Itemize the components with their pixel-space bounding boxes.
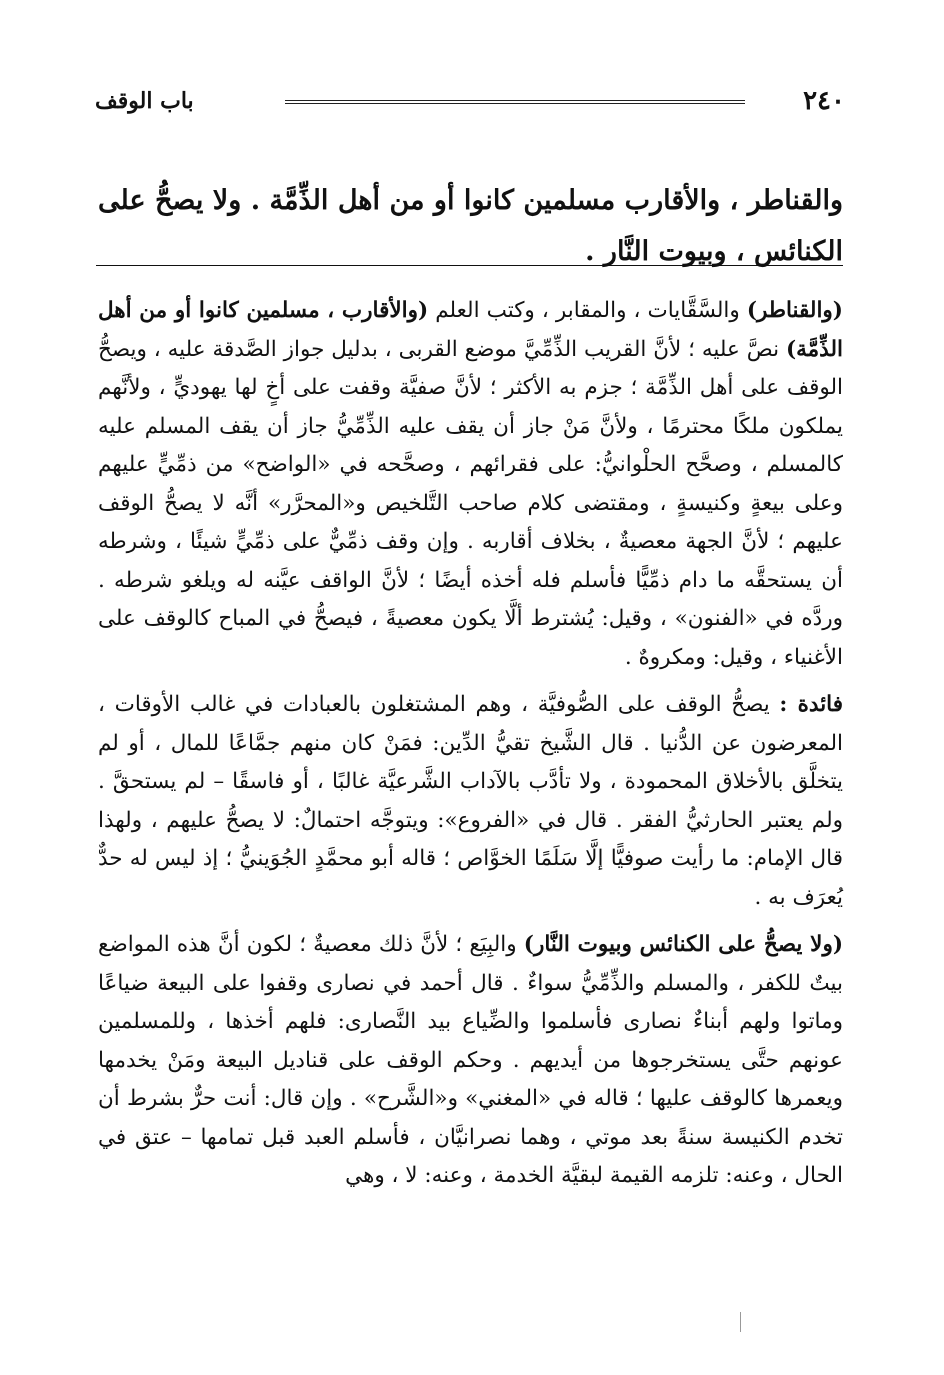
chapter-title: باب الوقف <box>95 88 194 114</box>
paragraph-1-text-b: نصَّ عليه ؛ لأنَّ القريب الذِّمِّيَّ موضع القربى ، بدليل جواز الصَّدقة عليه ، ويصحُّ الوقف على أهل الذِّمَّة ؛ جزم به الأكثر ؛ لأنَّ صفيَّة وقفت على أخٍ لها يهوديٍّ ، ولأنَّهم يملكون ملكًا محترمًا ، ولأنَّ مَنْ جاز أن يقف عليه الذِّمِّيُّ جاز أن يقف المسلم عليه كالمسلم ، وصحَّح الحلْوانيُّ: على فقرائهم ، وصحَّحه في «الواضح» من ذمِّيٍّ عليهم وعلى بيعةٍ وكنيسةٍ ، ومقتضى كلام صاحب التَّلخيص و«المحرَّر» أنَّه لا يصحُّ الوقف عليهم ؛ لأنَّ الجهة معصيةٌ ، بخلاف أقاربه . وإن وقف ذمِّيٌّ على ذمِّيٍّ شيئًا ، وشرطه أن يستحقَّه ما دام ذمِّيًّا فأسلم فله أخذه أيضًا ؛ لأنَّ الواقف عيَّنه له ويلغو شرطه . وردَّه في «الفنون» ، وقيل: يُشترط ألَّا يكون معصيةً ، فيصحُّ في المباح كالوقف على الأغنياء ، وقيل: ومكروهٌ . <box>98 336 843 670</box>
header-rule <box>285 100 745 104</box>
paragraph-3-text: والبِيَع ؛ لأنَّ ذلك معصيةٌ ؛ لكون أنَّ هذه المواضع بيتٌ للكفر ، والمسلم والذِّمِّيُّ سواءٌ . قال أحمد في نصارى وقفوا على البيعة ضياعًا وماتوا ولهم أبناءٌ نصارى فأسلموا والضِّياع بيد النَّصارى: فلهم أخذها ، وللمسلمين عونهم حتَّى يستخرجوها من أيديهم . وحكم الوقف على قناديل البيعة ومَنْ يخدمها ويعمرها كالوقف عليها ؛ قاله في «المغني» و«الشَّرح» . وإن قال: أنت حرٌّ بشرط أن تخدم الكنيسة سنةً بعد موتي ، وهما نصرانيَّان ، فأسلم العبد قبل تمامها – عتق في الحال ، وعنه: تلزمه القيمة لبقيَّة الخدمة ، وعنه: لا ، وهي <box>98 932 843 1188</box>
matn-text <box>98 175 843 277</box>
paragraph-2-lead: فائدة : <box>779 692 844 717</box>
paragraph-1-text-a: والسَّقَّايات ، والمقابر ، وكتب العلم <box>428 298 747 323</box>
matn-line-2: الكنائس ، وبيوت النَّار . <box>585 236 843 267</box>
commentary-paragraph-1 <box>98 292 843 677</box>
matn-separator <box>96 265 843 266</box>
footer-mark <box>740 1312 742 1332</box>
paragraph-1-bold-b: (والأقارب ، مسلمين كانوا أو من أهل الذِّمَّة) <box>98 298 843 362</box>
commentary <box>98 292 843 1205</box>
matn-line-1: والقناطر ، والأقارب مسلمين كانوا أو من أهل الذِّمَّة . ولا يصحُّ على <box>98 185 843 216</box>
commentary-paragraph-3 <box>98 926 843 1196</box>
page-number: ٢٤٠ <box>803 86 845 116</box>
page-header <box>95 84 845 124</box>
paragraph-3-lead: (ولا يصحُّ على الكنائس وبيوت النَّار) <box>523 932 843 957</box>
paragraph-1-lead: (والقناطر) <box>746 298 843 323</box>
paragraph-2-text: يصحُّ الوقف على الصُّوفيَّة ، وهم المشتغلون بالعبادات في غالب الأوقات ، المعرضون عن الدُّنيا . قال الشَّيخ تقيُّ الدِّين: فمَنْ كان منهم جمَّاعًا للمال ، أو لم يتخلَّق بالأخلاق المحمودة ، ولا تأدَّب بالآداب الشَّرعيَّة غالبًا ، أو فاسقًا – لم يستحقَّ . ولم يعتبر الحارثيُّ الفقر . قال في «الفروع»: ويتوجَّه احتمالٌ: لا يصحُّ عليهم ، ولهذا قال الإمام: ما رأيت صوفيًّا إلَّا سَلَمًا الخوَّاص ؛ قاله أبو محمَّدٍ الجُوَينيُّ ؛ إذ ليس له حدٌّ يُعرَف به . <box>98 692 843 910</box>
commentary-paragraph-2 <box>98 686 843 917</box>
